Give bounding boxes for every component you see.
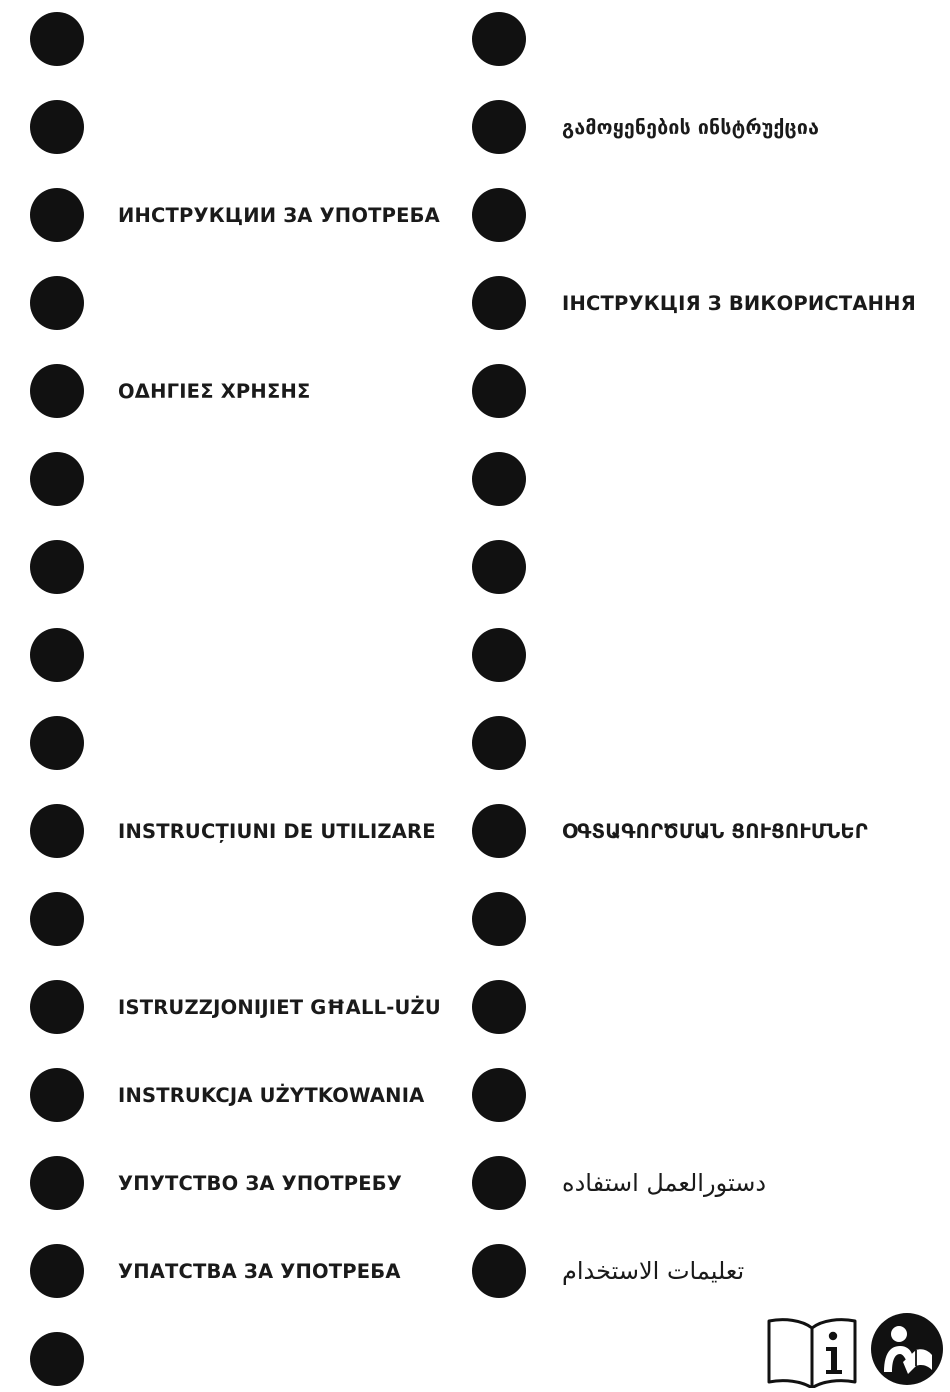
language-label: ISTRUZZJONIJIET GĦALL-UŻU bbox=[118, 995, 441, 1019]
bullet-dot bbox=[472, 716, 526, 770]
bullet-dot bbox=[30, 892, 84, 946]
instruction-icons bbox=[766, 1312, 946, 1388]
language-label: INSTRUKCJA UŻYTKOWANIA bbox=[118, 1083, 425, 1107]
language-label: دستورالعمل استفاده bbox=[562, 1169, 766, 1197]
language-label: გამოყენების ინსტრუქცია bbox=[562, 115, 820, 139]
language-row bbox=[475, 275, 950, 331]
language-row bbox=[0, 275, 475, 331]
language-label: ИНСТРУКЦИИ ЗА УПОТРЕБА bbox=[118, 203, 440, 227]
language-row bbox=[475, 1155, 950, 1211]
bullet-dot bbox=[30, 12, 84, 66]
language-label: УПУТСТВО ЗА УПОТРЕБУ bbox=[118, 1171, 403, 1195]
right-language-column bbox=[475, 0, 950, 1392]
language-row bbox=[475, 451, 950, 507]
language-label: ІНСТРУКЦІЯ З ВИКОРИСТАННЯ bbox=[562, 291, 916, 315]
bullet-dot bbox=[472, 364, 526, 418]
bullet-dot bbox=[30, 452, 84, 506]
language-label: INSTRUCȚIUNI DE UTILIZARE bbox=[118, 819, 436, 843]
language-row bbox=[0, 1331, 475, 1387]
language-row bbox=[475, 1243, 950, 1299]
language-label: ΟΔΗΓΙΕΣ ΧΡΗΣΗΣ bbox=[118, 379, 311, 403]
bullet-dot bbox=[472, 1244, 526, 1298]
language-row bbox=[0, 539, 475, 595]
language-row bbox=[0, 99, 475, 155]
open-book-info-icon bbox=[766, 1312, 858, 1388]
bullet-dot bbox=[472, 892, 526, 946]
language-row bbox=[475, 715, 950, 771]
bullet-dot bbox=[30, 1244, 84, 1298]
language-row bbox=[0, 1243, 475, 1299]
language-row bbox=[0, 11, 475, 67]
bullet-dot bbox=[30, 364, 84, 418]
language-row bbox=[0, 451, 475, 507]
bullet-dot bbox=[30, 980, 84, 1034]
bullet-dot bbox=[30, 188, 84, 242]
language-label: УПАТСТВА ЗА УПОТРЕБА bbox=[118, 1259, 401, 1283]
bullet-dot bbox=[30, 628, 84, 682]
bullet-dot bbox=[472, 276, 526, 330]
language-row bbox=[0, 1155, 475, 1211]
language-row bbox=[0, 979, 475, 1035]
bullet-dot bbox=[30, 804, 84, 858]
bullet-dot bbox=[472, 540, 526, 594]
bullet-dot bbox=[472, 980, 526, 1034]
language-row bbox=[475, 627, 950, 683]
bullet-dot bbox=[472, 100, 526, 154]
bullet-dot bbox=[472, 804, 526, 858]
language-label: ՕԳՏԱԳՈՐԾՄԱՆ ՑՈՒՑՈՒՄՆԵՐ bbox=[562, 819, 868, 843]
language-row bbox=[475, 11, 950, 67]
language-row bbox=[475, 99, 950, 155]
language-row bbox=[0, 891, 475, 947]
bullet-dot bbox=[30, 1156, 84, 1210]
bullet-dot bbox=[472, 1068, 526, 1122]
bullet-dot bbox=[472, 452, 526, 506]
language-row bbox=[475, 187, 950, 243]
language-row bbox=[475, 363, 950, 419]
language-row bbox=[475, 803, 950, 859]
bullet-dot bbox=[30, 540, 84, 594]
bullet-dot bbox=[30, 276, 84, 330]
language-row bbox=[475, 979, 950, 1035]
bullet-dot bbox=[30, 100, 84, 154]
language-row bbox=[0, 363, 475, 419]
language-row bbox=[475, 1067, 950, 1123]
language-row bbox=[0, 1067, 475, 1123]
language-row bbox=[475, 891, 950, 947]
language-row bbox=[0, 803, 475, 859]
language-label: تعليمات الاستخدام bbox=[562, 1257, 745, 1285]
language-row bbox=[0, 715, 475, 771]
bullet-dot bbox=[30, 716, 84, 770]
language-row bbox=[475, 539, 950, 595]
bullet-dot bbox=[30, 1068, 84, 1122]
language-row bbox=[0, 627, 475, 683]
bullet-dot bbox=[30, 1332, 84, 1386]
language-row bbox=[0, 187, 475, 243]
bullet-dot bbox=[472, 188, 526, 242]
bullet-dot bbox=[472, 12, 526, 66]
bullet-dot bbox=[472, 1156, 526, 1210]
read-manual-icon bbox=[870, 1312, 944, 1386]
bullet-dot bbox=[472, 628, 526, 682]
